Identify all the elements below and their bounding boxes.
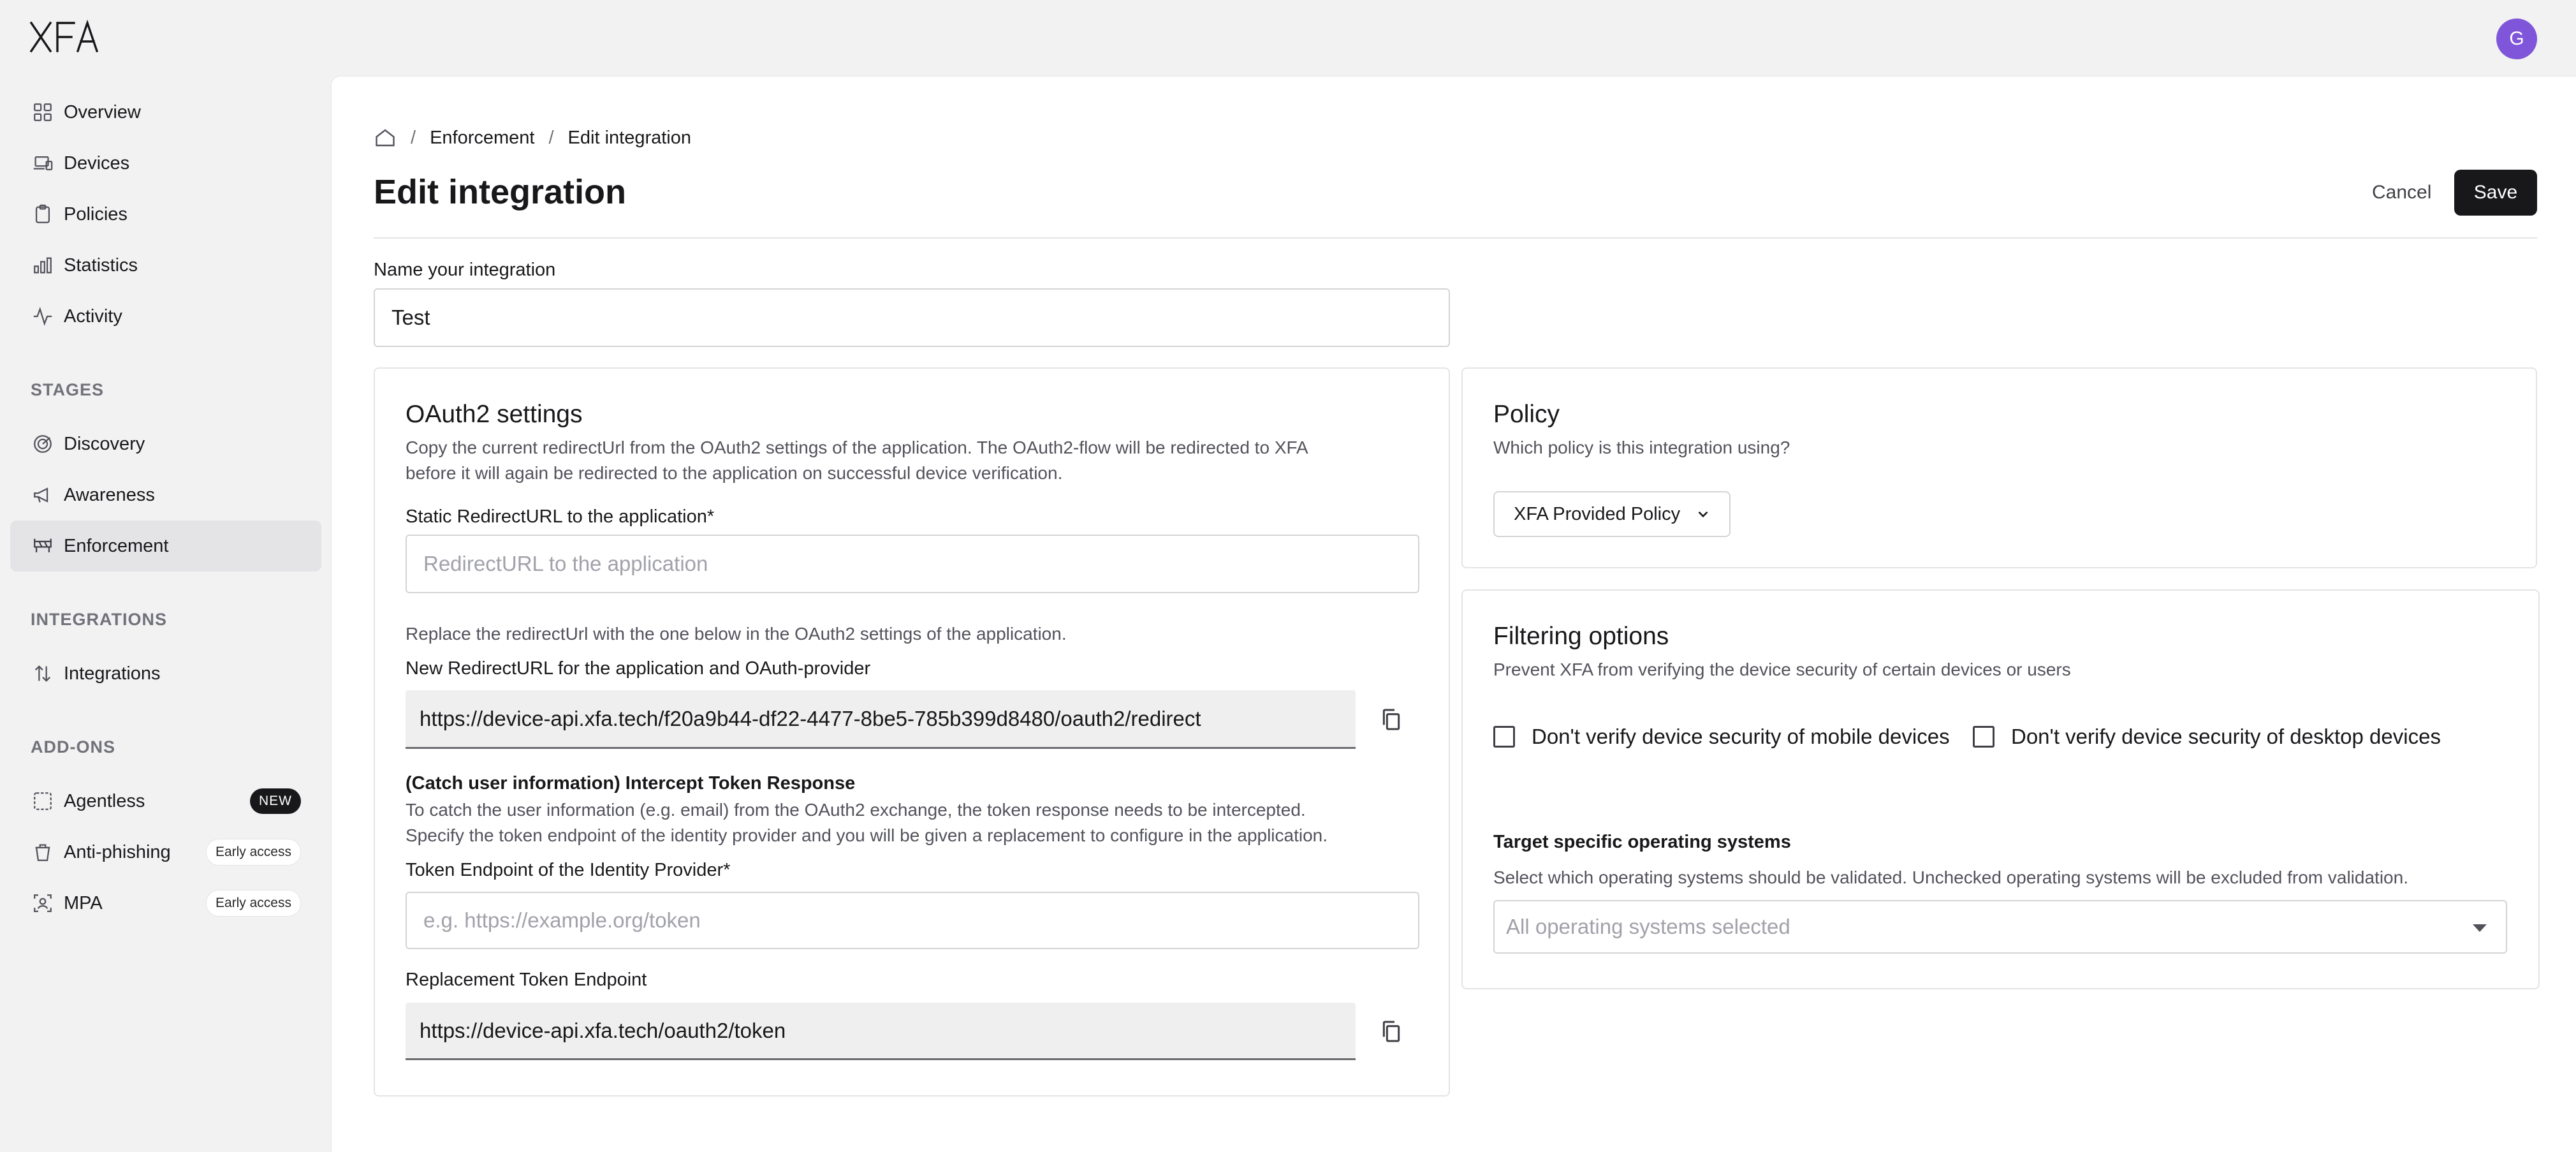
sidebar-item-label: Discovery	[64, 433, 145, 454]
sidebar-item-label: Activity	[64, 306, 122, 327]
sidebar-item-agentless[interactable]	[10, 776, 321, 827]
copy-icon	[1379, 1019, 1404, 1044]
breadcrumb-separator: /	[411, 127, 416, 148]
sidebar-item-label: Agentless	[64, 790, 145, 811]
megaphone-icon	[32, 484, 54, 506]
new-badge: NEW	[250, 788, 301, 814]
sidebar-item-policies[interactable]	[10, 189, 321, 240]
sidebar-item-label: Devices	[64, 152, 130, 174]
sidebar-item-label: Overview	[64, 101, 141, 122]
activity-icon	[32, 306, 54, 327]
sidebar-item-activity[interactable]	[10, 291, 321, 342]
sidebar-item-label: Policies	[64, 203, 128, 225]
sidebar-item-label: Anti-phishing	[64, 841, 171, 862]
sidebar-item-overview[interactable]	[10, 87, 321, 138]
integration-name-label: Name your integration	[374, 260, 556, 280]
page-title: Edit integration	[374, 173, 626, 211]
os-select-dropdown[interactable]	[1493, 900, 2507, 954]
sidebar-section-stages: STAGES	[31, 380, 105, 399]
sidebar-item-label: Statistics	[64, 255, 138, 276]
intercept-title: (Catch user information) Intercept Token Response	[406, 773, 856, 794]
desktop-devices-checkbox[interactable]	[1973, 726, 1994, 748]
intercept-line2: Specify the token endpoint of the identity provider and you will be given a replacement to configure in the application.	[406, 825, 1328, 845]
sidebar-item-mpa[interactable]	[10, 878, 321, 929]
sidebar-item-devices[interactable]	[10, 138, 321, 189]
copy-token-button[interactable]	[1373, 1014, 1409, 1049]
policy-subtitle: Which policy is this integration using?	[1493, 438, 1790, 457]
sidebar-item-label: MPA	[64, 892, 103, 913]
policy-dropdown[interactable]	[1493, 491, 1731, 537]
breadcrumb-current: Edit integration	[567, 127, 692, 148]
policy-title: Policy	[1493, 401, 1560, 428]
new-redirect-value[interactable]: https://device-api.xfa.tech/f20a9b44-df22-4477-8be5-785b399d8480/oauth2/redirect	[406, 690, 1356, 749]
static-redirect-input[interactable]	[406, 535, 1419, 593]
sidebar-item-label: Integrations	[64, 663, 161, 684]
chevron-down-icon	[1695, 506, 1711, 522]
oauth2-description-line2: before it will again be redirected to the application on successful device verification.	[406, 463, 1063, 483]
dashed-square-icon	[32, 790, 54, 812]
desktop-devices-label: Don't verify device security of desktop devices	[2011, 725, 2441, 748]
avatar-initial: G	[2509, 28, 2524, 49]
copy-icon	[1379, 707, 1404, 732]
sidebar-item-integrations[interactable]	[10, 648, 321, 699]
early-access-badge: Early access	[206, 890, 301, 917]
sidebar-item-label: Awareness	[64, 484, 155, 505]
sidebar-section-integrations: INTEGRATIONS	[31, 610, 167, 629]
replacement-token-value[interactable]: https://device-api.xfa.tech/oauth2/token	[406, 1003, 1356, 1060]
desktop-devices-option[interactable]	[1973, 725, 2441, 749]
xfa-logo[interactable]	[29, 19, 99, 55]
sidebar-item-enforcement[interactable]	[10, 521, 321, 572]
token-endpoint-label: Token Endpoint of the Identity Provider*	[406, 860, 731, 880]
radar-icon	[32, 433, 54, 455]
barrier-icon	[32, 535, 54, 557]
os-select-value: All operating systems selected	[1506, 915, 1790, 938]
sidebar-item-awareness[interactable]	[10, 469, 321, 521]
breadcrumb	[374, 121, 691, 154]
policy-selected-value: XFA Provided Policy	[1514, 503, 1681, 524]
sidebar-item-anti-phishing[interactable]	[10, 827, 321, 878]
main-panel	[332, 77, 2576, 1152]
sidebar-item-discovery[interactable]	[10, 418, 321, 469]
filtering-title: Filtering options	[1493, 623, 1669, 650]
grid-icon	[32, 101, 54, 123]
mobile-devices-option[interactable]	[1493, 725, 1950, 749]
filtering-subtitle: Prevent XFA from verifying the device security of certain devices or users	[1493, 660, 2071, 679]
user-avatar[interactable]	[2496, 18, 2537, 59]
users-scan-icon	[32, 892, 54, 914]
target-os-description: Select which operating systems should be validated. Unchecked operating systems will be excluded from validation.	[1493, 868, 2408, 887]
dropdown-caret-icon	[2473, 924, 2487, 932]
early-access-badge: Early access	[206, 839, 301, 866]
static-redirect-label: Static RedirectURL to the application*	[406, 506, 715, 527]
oauth2-settings-title: OAuth2 settings	[406, 401, 583, 428]
policy-card	[1461, 367, 2537, 568]
clipboard-icon	[32, 203, 54, 225]
home-icon[interactable]	[374, 126, 397, 149]
sidebar-section-addons: ADD-ONS	[31, 737, 115, 757]
target-os-title: Target specific operating systems	[1493, 832, 1791, 852]
bucket-icon	[32, 841, 54, 863]
filtering-options-card	[1461, 589, 2540, 989]
copy-redirect-button[interactable]	[1373, 702, 1409, 737]
replacement-token-label: Replacement Token Endpoint	[406, 970, 647, 990]
intercept-line1: To catch the user information (e.g. email) from the OAuth2 exchange, the token response needs to be intercepted.	[406, 800, 1306, 820]
cancel-button[interactable]: Cancel	[2353, 170, 2450, 216]
token-endpoint-input[interactable]	[406, 892, 1419, 949]
integration-name-input[interactable]	[374, 288, 1450, 347]
bar-chart-icon	[32, 255, 54, 276]
mobile-devices-label: Don't verify device security of mobile devices	[1532, 725, 1950, 748]
arrows-up-down-icon	[32, 663, 54, 684]
oauth2-description-line1: Copy the current redirectUrl from the OAuth2 settings of the application. The OAuth2-flow will be redirected to XFA	[406, 438, 1308, 457]
devices-icon	[32, 152, 54, 174]
new-redirect-label: New RedirectURL for the application and OAuth-provider	[406, 658, 871, 679]
sidebar-item-statistics[interactable]	[10, 240, 321, 291]
oauth2-settings-card	[374, 367, 1450, 1097]
save-button[interactable]: Save	[2454, 170, 2537, 216]
mobile-devices-checkbox[interactable]	[1493, 726, 1515, 748]
breadcrumb-separator: /	[548, 127, 554, 148]
replace-redirect-text: Replace the redirectUrl with the one below in the OAuth2 settings of the application.	[406, 624, 1067, 644]
breadcrumb-enforcement-link[interactable]: Enforcement	[430, 127, 535, 148]
sidebar-item-label: Enforcement	[64, 535, 169, 556]
header-divider	[374, 237, 2537, 239]
